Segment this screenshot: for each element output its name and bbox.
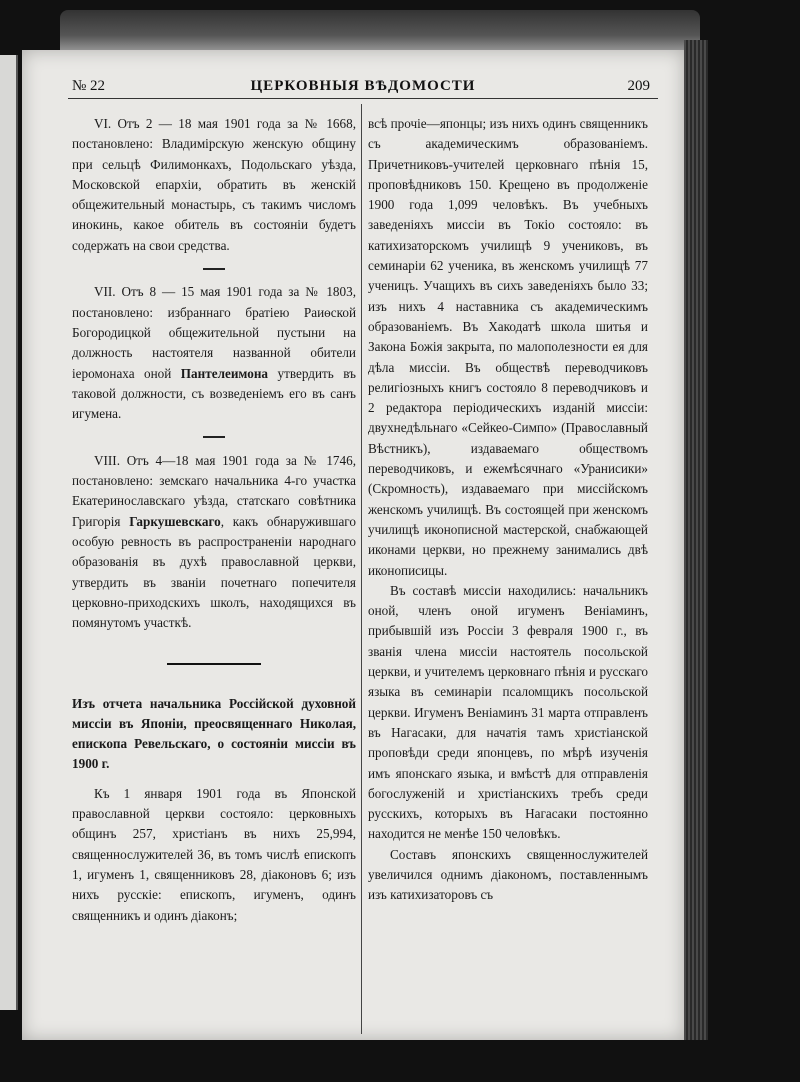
section-title: Изъ отчета начальника Россійской духовной миссіи въ Японіи, преосвященнаго Николая, епископа Ревельскаго, о состояніи миссіи въ 1900 г. xyxy=(72,695,356,771)
column-divider xyxy=(361,104,362,1034)
paragraph-clergy: Составъ японскихъ священнослужителей увеличился однимъ діакономъ, поставленнымъ изъ катихизаторовъ съ xyxy=(368,846,648,903)
section-rule xyxy=(72,653,356,673)
page-number: 209 xyxy=(627,78,650,94)
dash-separator xyxy=(72,258,356,278)
running-header xyxy=(68,76,658,99)
journal-title: ЦЕРКОВНЫЯ ВѢДОМОСТИ xyxy=(250,78,476,94)
right-column xyxy=(368,114,648,906)
paragraph-mission-staff: Въ составѣ миссіи находились: начальникъ оной, членъ оной игуменъ Веніаминъ, прибывшій изъ Россіи 3 февраля 1900 г., въ званія члена миссіи настоятель посольской церкви, и учителемъ церковнаго пѣнія и русскаго языка въ семинаріи псаломщикъ посольской церкви. Игуменъ Веніаминъ 31 марта отправленъ въ Нагасаки, для начатія тамъ христіанской проповѣди среди японцевъ, по мѣрѣ изученія имъ японскаго языка, и вмѣстѣ для отправленія богослуженій и христіанскихъ требъ среди русскихъ, которыхъ въ Нагасаки постоянно находится не менѣе 150 человѣкъ. xyxy=(368,582,648,842)
paragraph-vi: VI. Отъ 2 — 18 мая 1901 года за № 1668, постановлено: Владимірскую женскую общину при сельцѣ Филимонкахъ, Подольскаго уѣзда, Московской епархіи, обратить въ женскій общежительный монастырь, съ такимъ числомъ инокинь, какое обитель въ состояніи будетъ содержать на свои средства. xyxy=(72,116,356,253)
book-top-edge xyxy=(60,10,700,52)
book-spine-edge xyxy=(684,40,708,1040)
left-column xyxy=(72,114,356,926)
scanned-page xyxy=(22,50,684,1040)
issue-number: № 22 xyxy=(72,78,106,94)
left-page-edge xyxy=(0,55,18,1010)
paragraph-viii: VIII. Отъ 4—18 мая 1901 года за № 1746, постановлено: земскаго начальника 4-го участка Екатеринославскаго уѣзда, статскаго совѣтника Григорія Гаркушевскаго, какъ обнаружившаго особую ревность въ распространеніи народнаго образованія въ духѣ православной церкви, утвердить въ званіи почетнаго попечителя церковно-приходскихъ школъ, находящихся въ помянутомъ участкѣ. xyxy=(72,452,356,631)
paragraph-continued: всѣ прочіе—японцы; изъ нихъ одинъ священникъ съ академическимъ образованіемъ. Причетниковъ-учителей церковнаго пѣнія 15, проповѣдниковъ 150. Крещено въ продолженіе 1900 года 1,099 человѣкъ. Въ учебныхъ заведеніяхъ миссіи въ Токіо состояло: въ катихизаторскомъ училищѣ 9 учениковъ, въ семинаріи 62 ученика, въ женскомъ училищѣ 77 ученицъ. Учащихъ въ сихъ заведеніяхъ было 33; изъ нихъ 4 наставника съ академическимъ образованіемъ. Въ Хакодатѣ школа шитья и Закона Божія закрыта, по малополезности ея для дѣла миссіи. Въ обществѣ переводчиковъ религіозныхъ книгъ состояло 8 переводчиковъ и 2 редактора періодическихъ изданій миссіи: двухнедѣльнаго «Сейкео-Симпо» (Православный Вѣстникъ), издаваемаго обществомъ переводчиковъ, и ежемѣсячнаго «Уранисики» (Скромность), издаваемаго при миссійскомъ женскомъ училищѣ. Въ состоящей при женскомъ училищѣ иконописной мастерской, снабжающей иконами церкви, но прежнему занимались двѣ иконописицы. xyxy=(368,116,648,578)
paragraph-vii: VII. Отъ 8 — 15 мая 1901 года за № 1803, постановлено: избраннаго братіею Раиѳской Богородицкой общежительной пустыни на должность настоятеля названной обители іеромонаха оной Пантелеимона утвердить въ таковой должности, съ возведеніемъ его въ санъ игумена. xyxy=(72,284,356,422)
paragraph-mission-report: Къ 1 января 1901 года въ Японской православной церкви состояло: церковныхъ общинъ 257, христіанъ въ нихъ 25,994, священнослужителей 36, въ томъ числѣ епископъ 1, игуменъ 1, священниковъ 28, діаконовъ 6; изъ нихъ русскіе: епископъ, игуменъ, одинъ священникъ и одинъ діаконъ; xyxy=(72,785,356,923)
dash-separator xyxy=(72,426,356,446)
